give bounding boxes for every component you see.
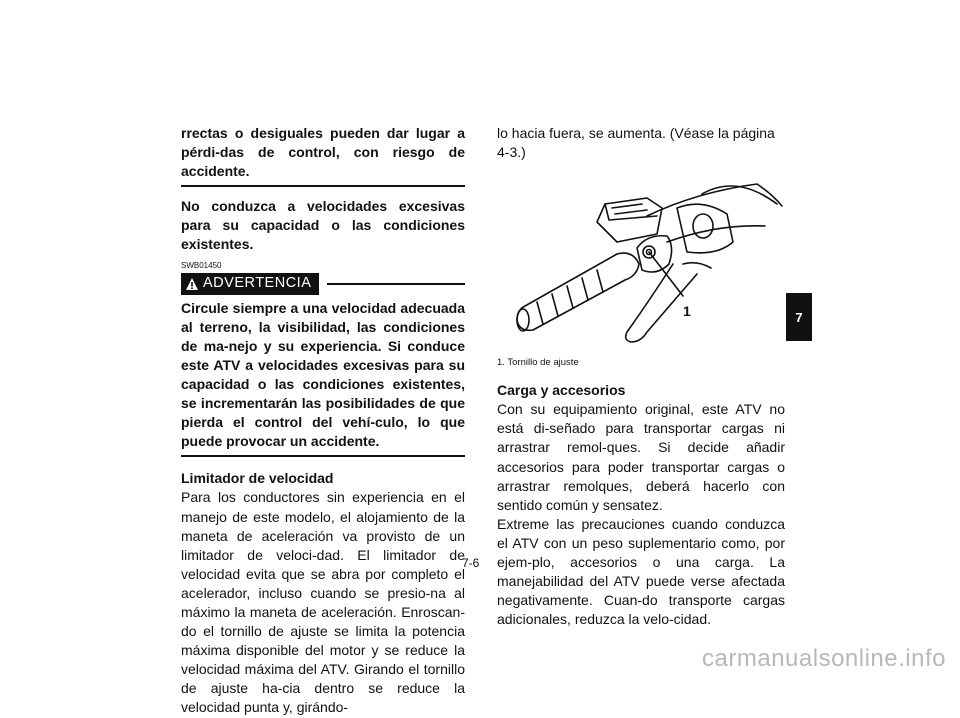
warning-rule bbox=[327, 283, 465, 285]
figure-caption: 1. Tornillo de ajuste bbox=[497, 357, 579, 369]
left-column bbox=[181, 124, 465, 718]
intro-warning-text: rrectas o desiguales pueden dar lugar a pérdi-das de control, con riesgo de accidente. bbox=[181, 125, 465, 180]
watermark: carmanualsonline.info bbox=[702, 645, 946, 672]
warning-label: ADVERTENCIA bbox=[203, 275, 312, 292]
warning-header bbox=[181, 273, 465, 295]
handlebar-illustration bbox=[497, 164, 785, 349]
chapter-tab: 7 bbox=[786, 293, 812, 341]
warning-code: SWB01450 bbox=[181, 260, 222, 270]
continuation-text: lo hacia fuera, se aumenta. (Véase la página 4-3.) bbox=[497, 125, 775, 161]
page-number: 7-6 bbox=[462, 556, 480, 570]
warning-body: Circule siempre a una velocidad adecuada al terreno, la visibilidad, las condiciones de ma-nejo y su experiencia. Si conduce este ATV a velocidades excesivas para su capacidad o las condiciones existentes, se incrementarán las posibilidades de que pierda el control del vehí-culo, lo que puede provocar un accidente. bbox=[181, 299, 465, 450]
section-body: Con su equipamiento original, este ATV no está di-señado para transportar cargas ni arrastrar remol-ques. Si decide añadir accesorios para poder transportar cargas o arrastrar remolques, deberá hacerlo con sentido común y sensatez. bbox=[497, 401, 785, 513]
warning-icon bbox=[185, 277, 199, 291]
section-heading: Carga y accesorios bbox=[497, 382, 626, 399]
callout-number: 1 bbox=[683, 303, 691, 320]
section-heading: Limitador de velocidad bbox=[181, 470, 334, 487]
section-body: Para los conductores sin experiencia en el manejo de este modelo, el alojamiento de la maneta de aceleración va provisto de un limitador de veloci-dad. El limitador de velocidad evita que se abra por completo el acelerador, incluso cuando se presio-na al máximo la maneta de aceleración. Enroscan-do el tornillo de ajuste se limita la potencia máxima disponible del motor y se reduce la velocidad máxima del ATV. Girando el tornillo de ajuste ha-cia dentro se reduce la velocidad punta y, girándo- bbox=[181, 489, 465, 716]
warning-badge bbox=[181, 273, 319, 295]
right-column bbox=[497, 124, 785, 629]
divider bbox=[181, 455, 465, 457]
speed-warning-text: No conduzca a velocidades excesivas para su capacidad o las condiciones existentes. bbox=[181, 198, 465, 253]
divider bbox=[181, 185, 465, 187]
section-body: Extreme las precauciones cuando conduzca el ATV con un peso suplementario como, por ejem-plo, accesorios o una carga. La manejabilidad del ATV puede verse afectada negativamente. Cuan-do transporte cargas adicionales, reduzca la velo-cidad. bbox=[497, 515, 785, 628]
